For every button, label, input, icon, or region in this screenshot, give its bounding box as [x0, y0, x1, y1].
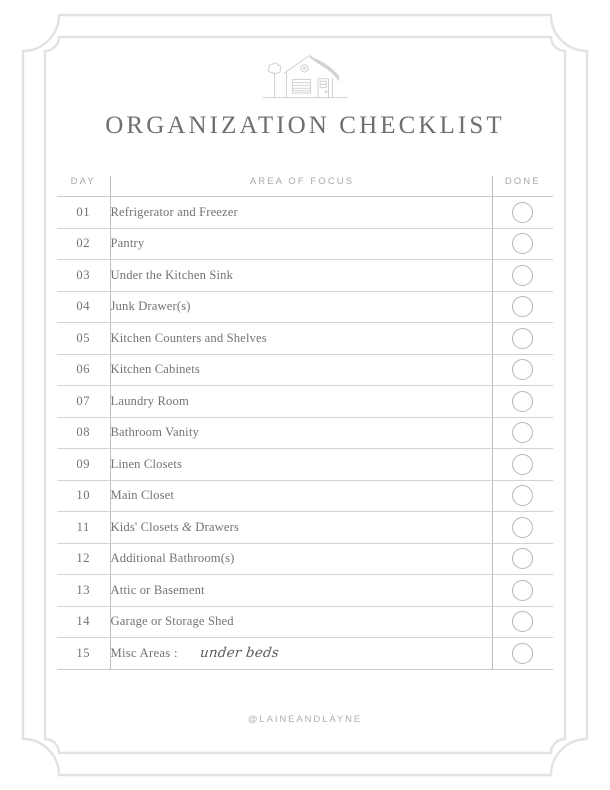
table-row — [57, 449, 553, 481]
table-row — [57, 386, 553, 418]
area-of-focus-label: Attic or Basement — [110, 575, 492, 607]
checkbox-circle[interactable] — [512, 611, 533, 632]
checklist-table — [57, 176, 553, 670]
table-row — [57, 417, 553, 449]
checkbox-circle[interactable] — [512, 296, 533, 317]
checkbox-circle[interactable] — [512, 548, 533, 569]
area-of-focus-label: Bathroom Vanity — [110, 417, 492, 449]
day-number: 02 — [57, 228, 110, 260]
area-of-focus-label: Kitchen Counters and Shelves — [110, 323, 492, 355]
done-cell — [492, 417, 553, 449]
done-cell — [492, 260, 553, 292]
area-of-focus-label: Garage or Storage Shed — [110, 606, 492, 638]
page-header — [0, 52, 610, 140]
house-line-art-icon — [259, 52, 351, 104]
done-cell — [492, 606, 553, 638]
done-cell — [492, 449, 553, 481]
table-header-row — [57, 176, 553, 197]
table-header — [57, 176, 553, 197]
day-number: 10 — [57, 480, 110, 512]
done-cell — [492, 512, 553, 544]
area-of-focus-label: Under the Kitchen Sink — [110, 260, 492, 292]
checkbox-circle[interactable] — [512, 422, 533, 443]
day-number: 15 — [57, 638, 110, 670]
checkbox-circle[interactable] — [512, 328, 533, 349]
done-cell — [492, 354, 553, 386]
day-number: 09 — [57, 449, 110, 481]
checkbox-circle[interactable] — [512, 643, 533, 664]
column-header-done: DONE — [492, 176, 553, 197]
checkbox-circle[interactable] — [512, 517, 533, 538]
done-cell — [492, 543, 553, 575]
done-cell — [492, 228, 553, 260]
done-cell — [492, 575, 553, 607]
done-cell — [492, 480, 553, 512]
table-row — [57, 512, 553, 544]
day-number: 08 — [57, 417, 110, 449]
done-cell — [492, 197, 553, 229]
day-number: 06 — [57, 354, 110, 386]
column-header-day: DAY — [57, 176, 110, 197]
checkbox-circle[interactable] — [512, 391, 533, 412]
table-row — [57, 291, 553, 323]
day-number: 11 — [57, 512, 110, 544]
checkbox-circle[interactable] — [512, 265, 533, 286]
area-of-focus-label: Pantry — [110, 228, 492, 260]
area-of-focus-label: Linen Closets — [110, 449, 492, 481]
area-of-focus-label: Laundry Room — [110, 386, 492, 418]
day-number: 07 — [57, 386, 110, 418]
checkbox-circle[interactable] — [512, 454, 533, 475]
day-number: 04 — [57, 291, 110, 323]
area-of-focus-label: Main Closet — [110, 480, 492, 512]
table-row — [57, 543, 553, 575]
table-row — [57, 606, 553, 638]
footer-handle: @LAINEANDLAYNE — [247, 714, 363, 725]
done-cell — [492, 386, 553, 418]
table-row — [57, 638, 553, 670]
area-of-focus-label: Kitchen Cabinets — [110, 354, 492, 386]
column-header-area-of-focus: AREA OF FOCUS — [110, 176, 492, 197]
done-cell — [492, 638, 553, 670]
table-row — [57, 354, 553, 386]
day-number: 14 — [57, 606, 110, 638]
area-of-focus-cell — [110, 638, 492, 670]
table-row — [57, 323, 553, 355]
area-of-focus-label: Misc Areas : — [110, 646, 178, 661]
table-row — [57, 228, 553, 260]
area-of-focus-label: Refrigerator and Freezer — [110, 197, 492, 229]
day-number: 01 — [57, 197, 110, 229]
table-body — [57, 197, 553, 670]
day-number: 12 — [57, 543, 110, 575]
area-of-focus-label: Kids' Closets & Drawers — [110, 512, 492, 544]
table-row — [57, 260, 553, 292]
page-title: ORGANIZATION CHECKLIST — [105, 112, 505, 139]
checkbox-circle[interactable] — [512, 580, 533, 601]
checkbox-circle[interactable] — [512, 233, 533, 254]
table-row — [57, 480, 553, 512]
done-cell — [492, 323, 553, 355]
table-row — [57, 575, 553, 607]
area-of-focus-label: Junk Drawer(s) — [110, 291, 492, 323]
checkbox-circle[interactable] — [512, 202, 533, 223]
ampersand-glyph: & — [182, 519, 192, 534]
day-number: 03 — [57, 260, 110, 292]
checkbox-circle[interactable] — [512, 359, 533, 380]
handwritten-entry[interactable]: under beds — [198, 645, 280, 662]
table-row — [57, 197, 553, 229]
day-number: 05 — [57, 323, 110, 355]
area-of-focus-label: Additional Bathroom(s) — [110, 543, 492, 575]
day-number: 13 — [57, 575, 110, 607]
checklist-table-container — [57, 176, 553, 670]
done-cell — [492, 291, 553, 323]
checkbox-circle[interactable] — [512, 485, 533, 506]
